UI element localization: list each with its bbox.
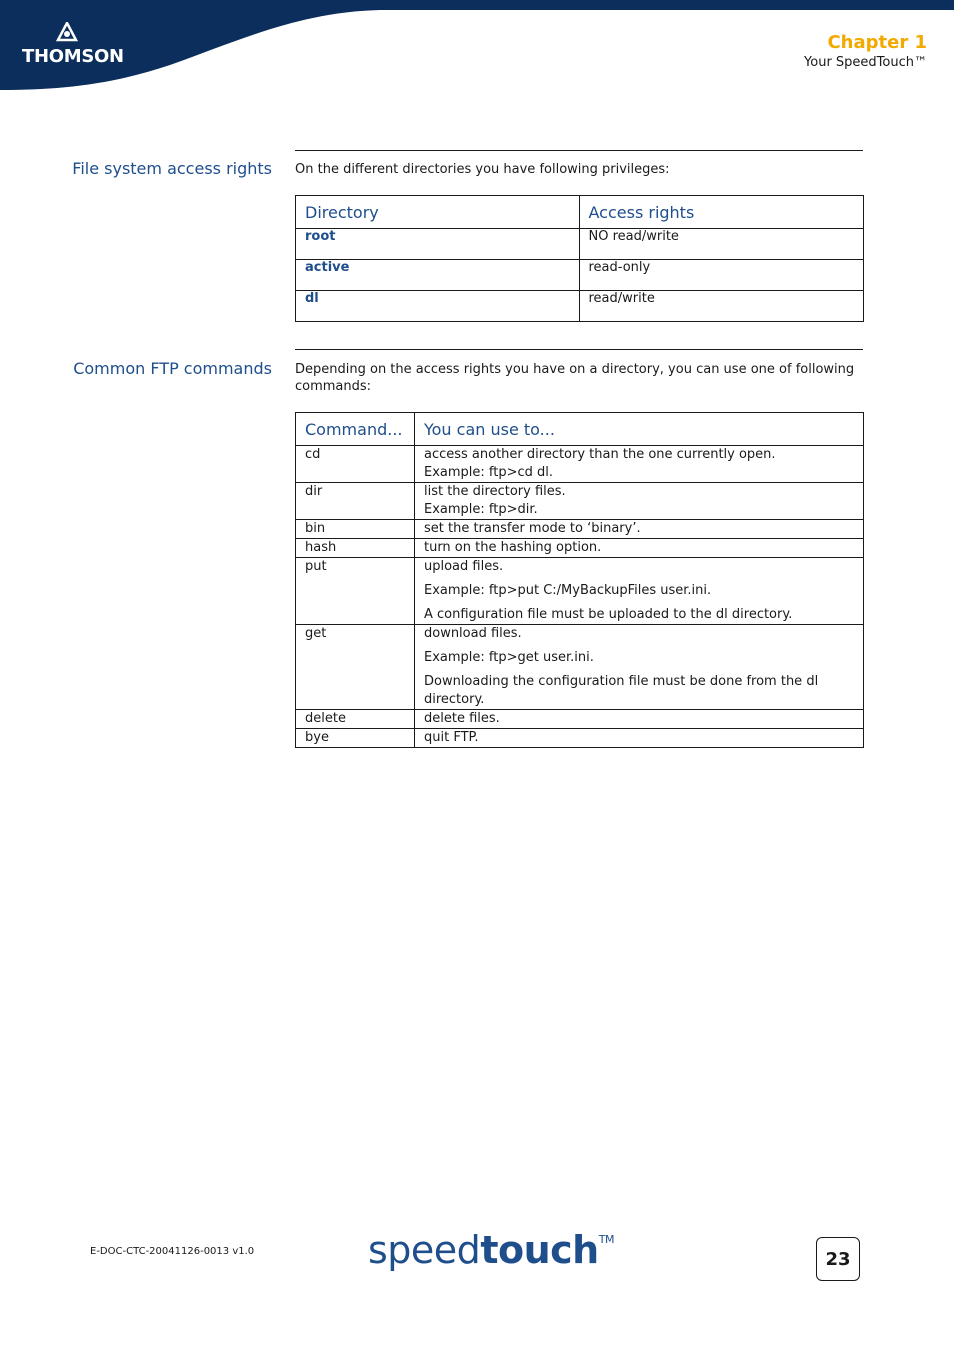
brand-tm: TM — [598, 1233, 614, 1247]
command-cell: bye — [296, 729, 415, 748]
table-row — [296, 539, 864, 558]
command-cell: dir — [296, 483, 415, 520]
header-directory: Directory — [296, 196, 580, 229]
description-line: set the transfer mode to ‘binary’. — [423, 521, 641, 536]
command-cell: bin — [296, 520, 415, 539]
description-cell — [414, 539, 863, 558]
document-id: E-DOC-CTC-20041126-0013 v1.0 — [90, 1246, 255, 1257]
page-number: 23 — [816, 1237, 860, 1281]
command-cell: get — [296, 625, 415, 710]
description-line: access another directory than the one currently open. Example: ftp>cd dl. — [423, 447, 776, 480]
section2-intro: Depending on the access rights you have on a directory, you can use one of following commands: — [295, 362, 855, 394]
command-cell: put — [296, 558, 415, 625]
section1-title: File system access rights — [72, 159, 272, 178]
chapter-label: Chapter 1 — [827, 32, 927, 53]
section2-rule — [295, 349, 863, 350]
chapter-subtitle: Your SpeedTouch™ — [804, 55, 927, 70]
table-row — [296, 729, 864, 748]
description-line: list the directory files. Example: ftp>dir. — [423, 484, 566, 517]
directory-cell: active — [296, 260, 580, 291]
description-line: Downloading the configuration file must be done from the dl directory. — [423, 674, 819, 707]
description-line: Example: ftp>get user.ini. — [423, 650, 594, 665]
table-row — [296, 625, 864, 710]
thomson-logo: THOMSON — [22, 46, 124, 67]
table-row — [296, 710, 864, 729]
table-header-row — [296, 413, 864, 446]
command-cell: cd — [296, 446, 415, 483]
table-row — [296, 446, 864, 483]
section1-rule — [295, 150, 863, 151]
description-cell — [414, 483, 863, 520]
rights-cell: read/write — [579, 291, 864, 322]
description-cell — [414, 729, 863, 748]
rights-cell: read-only — [579, 260, 864, 291]
description-line: download files. — [423, 626, 522, 641]
table-row — [296, 483, 864, 520]
description-line: A configuration file must be uploaded to the dl directory. — [423, 607, 793, 622]
header-you-can-use-to: You can use to... — [414, 413, 863, 446]
header-command: Command... — [296, 413, 415, 446]
description-line: quit FTP. — [423, 730, 479, 745]
rights-cell: NO read/write — [579, 229, 864, 260]
description-line: delete files. — [423, 711, 500, 726]
ftp-commands-table — [295, 412, 864, 748]
table-row — [296, 229, 864, 260]
section2-title: Common FTP commands — [73, 359, 272, 378]
table-header-row — [296, 196, 864, 229]
description-cell — [414, 625, 863, 710]
description-line: turn on the hashing option. — [423, 540, 602, 555]
speedtouch-logo — [368, 1228, 614, 1272]
brand-light: speed — [368, 1228, 481, 1272]
table-row — [296, 558, 864, 625]
header-access-rights: Access rights — [579, 196, 864, 229]
table-row — [296, 260, 864, 291]
directory-cell: root — [296, 229, 580, 260]
thomson-logo-icon — [56, 22, 78, 42]
section1-intro: On the different directories you have following privileges: — [295, 162, 670, 177]
description-cell — [414, 446, 863, 483]
command-cell: hash — [296, 539, 415, 558]
brand-bold: touch — [480, 1228, 599, 1272]
command-cell: delete — [296, 710, 415, 729]
access-rights-table — [295, 195, 864, 322]
header-band — [0, 0, 954, 95]
description-line: Example: ftp>put C:/MyBackupFiles user.ini. — [423, 583, 712, 598]
table-row — [296, 520, 864, 539]
description-line: upload files. — [423, 559, 504, 574]
table-row — [296, 291, 864, 322]
directory-cell: dl — [296, 291, 580, 322]
description-cell — [414, 558, 863, 625]
description-cell — [414, 710, 863, 729]
description-cell — [414, 520, 863, 539]
